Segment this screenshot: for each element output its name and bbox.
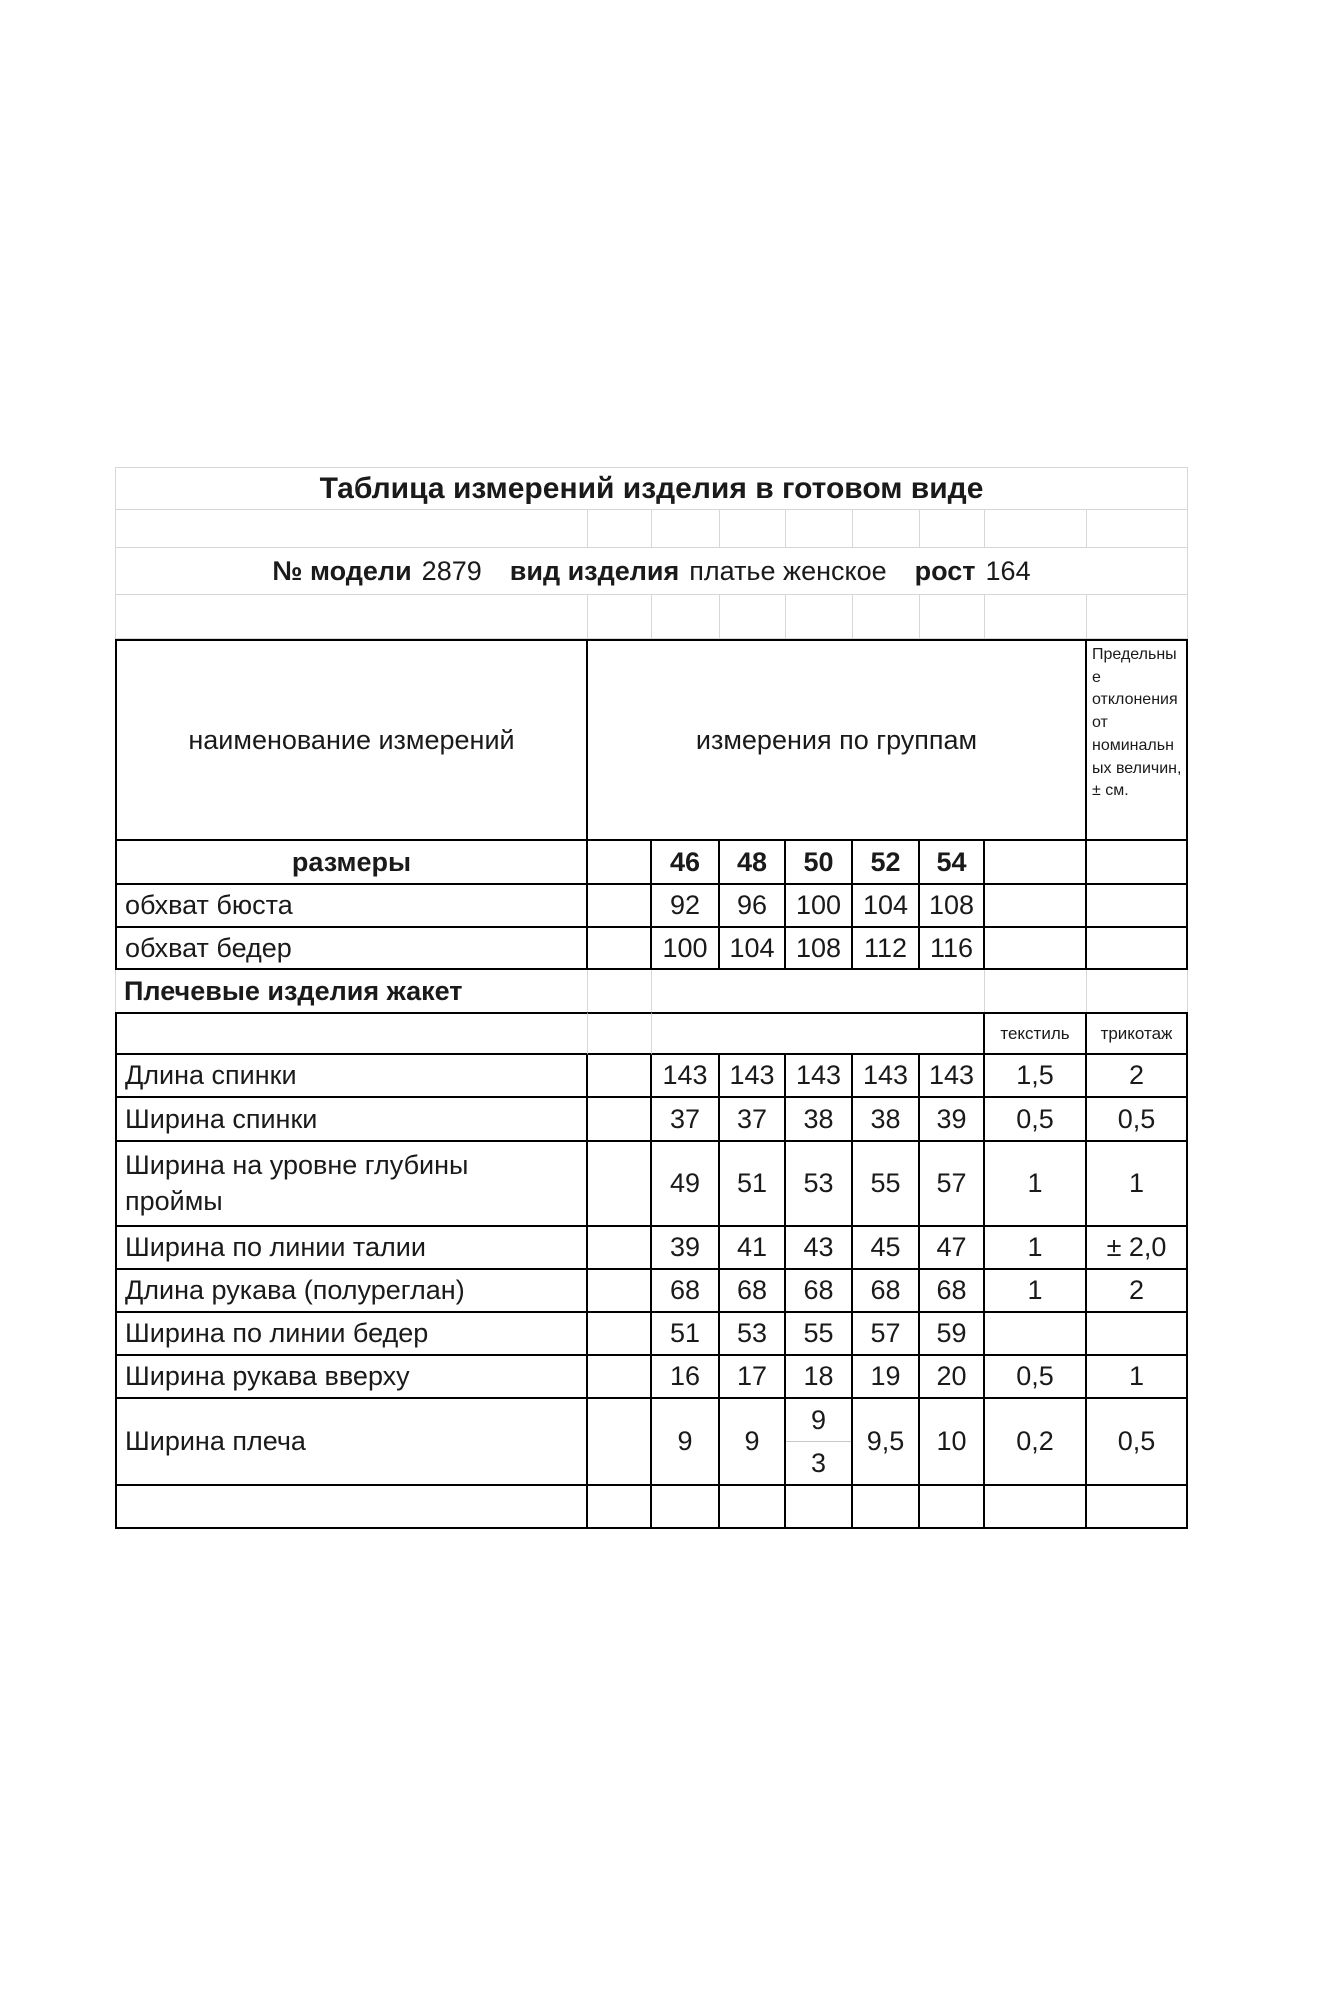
row-name-text: Ширина на уровне глубины проймы (125, 1150, 469, 1216)
empty-cell (985, 928, 1087, 970)
textile-tolerance-cell: 1 (985, 1142, 1087, 1227)
value-cell: 55 (853, 1142, 920, 1227)
value-cell: 108 (920, 885, 985, 928)
empty-cell (985, 595, 1087, 639)
value-cell: 39 (652, 1227, 720, 1270)
value-cell: 39 (920, 1098, 985, 1142)
empty-cell (1087, 970, 1188, 1012)
measurement-row (115, 1098, 1188, 1142)
row-name: Ширина рукава вверху (115, 1356, 588, 1399)
row-name: Ширина по линии талии (115, 1227, 588, 1270)
empty-cell (588, 1486, 652, 1529)
empty-cell (652, 595, 720, 639)
size-header-52: 52 (853, 841, 920, 885)
empty-bordered-row (115, 1486, 1188, 1529)
row-name: Длина рукава (полуреглан) (115, 1270, 588, 1313)
value-cell: 38 (853, 1098, 920, 1142)
textile-tolerance-cell: 1 (985, 1227, 1087, 1270)
split-top-value: 9 (786, 1399, 851, 1442)
row-name: Ширина спинки (115, 1098, 588, 1142)
row-name: Ширина плеча (115, 1399, 588, 1486)
value-cell: 104 (720, 928, 786, 970)
row-name (115, 1142, 588, 1227)
empty-cell (985, 970, 1087, 1012)
value-cell: 55 (786, 1313, 853, 1356)
empty-cell (588, 1012, 652, 1055)
empty-cell (786, 595, 853, 639)
value-cell: 37 (652, 1098, 720, 1142)
row-name: Длина спинки (115, 1055, 588, 1098)
value-cell: 143 (786, 1055, 853, 1098)
model-info-row (115, 548, 1188, 595)
empty-cell (1087, 841, 1188, 885)
empty-cell (588, 970, 652, 1012)
knit-tolerance-cell: 0,5 (1087, 1399, 1188, 1486)
value-cell: 59 (920, 1313, 985, 1356)
product-type-value: платье женское (689, 555, 887, 586)
empty-cell (985, 1486, 1087, 1529)
empty-cell (720, 1486, 786, 1529)
value-cell: 20 (920, 1356, 985, 1399)
empty-cell (786, 1486, 853, 1529)
value-cell: 96 (720, 885, 786, 928)
table-header-row (115, 639, 1188, 841)
value-cell: 53 (720, 1313, 786, 1356)
garment-measurement-table (115, 467, 1188, 1529)
empty-cell (588, 1098, 652, 1142)
sizes-label: размеры (115, 841, 588, 885)
size-header-54: 54 (920, 841, 985, 885)
knit-tolerance-cell: ± 2,0 (1087, 1227, 1188, 1270)
page-title: Таблица измерений изделия в готовом виде (115, 467, 1188, 510)
empty-cell (920, 510, 985, 548)
knit-tolerance-cell: 1 (1087, 1356, 1188, 1399)
size-header-50: 50 (786, 841, 853, 885)
value-cell: 143 (720, 1055, 786, 1098)
value-cell: 143 (920, 1055, 985, 1098)
header-deviation: Предельные отклонения от номинальных величин, ± см. (1087, 639, 1188, 841)
knit-tolerance-cell: 2 (1087, 1055, 1188, 1098)
empty-cell (652, 970, 985, 1012)
empty-cell (588, 595, 652, 639)
empty-cell (588, 1227, 652, 1270)
textile-tolerance-cell (985, 1313, 1087, 1356)
empty-cell (1087, 510, 1188, 548)
value-cell: 41 (720, 1227, 786, 1270)
sizes-row (115, 841, 1188, 885)
height-value: 164 (985, 555, 1031, 586)
model-info-cell (115, 548, 1188, 595)
value-cell: 112 (853, 928, 920, 970)
empty-cell (853, 1486, 920, 1529)
empty-cell (1087, 1486, 1188, 1529)
empty-cell (853, 510, 920, 548)
value-cell: 19 (853, 1356, 920, 1399)
row-name: обхват бедер (115, 928, 588, 970)
empty-cell (985, 885, 1087, 928)
height-label: рост (914, 555, 976, 586)
value-cell: 57 (853, 1313, 920, 1356)
knit-tolerance-cell (1087, 1313, 1188, 1356)
value-cell: 143 (853, 1055, 920, 1098)
empty-cell (1087, 928, 1188, 970)
empty-cell (115, 1486, 588, 1529)
value-cell: 51 (720, 1142, 786, 1227)
empty-cell (985, 510, 1087, 548)
value-cell: 49 (652, 1142, 720, 1227)
section-row (115, 970, 1188, 1012)
empty-cell (652, 1486, 720, 1529)
value-cell: 108 (786, 928, 853, 970)
measurement-row (115, 1399, 1188, 1486)
value-cell: 68 (920, 1270, 985, 1313)
split-bottom-value: 3 (810, 1447, 827, 1478)
value-cell: 51 (652, 1313, 720, 1356)
value-cell: 37 (720, 1098, 786, 1142)
value-cell: 100 (652, 928, 720, 970)
value-cell: 18 (786, 1356, 853, 1399)
fabric-header-row (115, 1012, 1188, 1055)
empty-cell (652, 1012, 985, 1055)
value-cell: 116 (920, 928, 985, 970)
empty-cell (588, 928, 652, 970)
empty-cell (588, 1356, 652, 1399)
empty-cell (920, 1486, 985, 1529)
empty-cell (720, 595, 786, 639)
fabric-knit-label: трикотаж (1087, 1012, 1188, 1055)
header-measurement-names: наименование измерений (115, 639, 588, 841)
value-cell: 92 (652, 885, 720, 928)
value-cell-split (786, 1399, 853, 1486)
empty-cell (720, 510, 786, 548)
textile-tolerance-cell: 1,5 (985, 1055, 1087, 1098)
empty-cell (588, 885, 652, 928)
empty-cell (588, 1270, 652, 1313)
value-cell: 9 (720, 1399, 786, 1486)
measurement-row (115, 928, 1188, 970)
empty-cell (985, 841, 1087, 885)
measurement-row (115, 1270, 1188, 1313)
value-cell: 47 (920, 1227, 985, 1270)
value-cell: 53 (786, 1142, 853, 1227)
empty-cell (920, 595, 985, 639)
value-cell: 68 (652, 1270, 720, 1313)
empty-cell (588, 1313, 652, 1356)
empty-row (115, 595, 1188, 639)
textile-tolerance-cell: 0,5 (985, 1356, 1087, 1399)
measurement-row (115, 885, 1188, 928)
value-cell: 17 (720, 1356, 786, 1399)
empty-cell (1087, 595, 1188, 639)
knit-tolerance-cell: 1 (1087, 1142, 1188, 1227)
empty-cell (588, 1055, 652, 1098)
empty-row (115, 510, 1188, 548)
empty-cell (853, 595, 920, 639)
fabric-textile-label: текстиль (985, 1012, 1087, 1055)
title-row (115, 467, 1188, 510)
size-header-46: 46 (652, 841, 720, 885)
value-cell: 38 (786, 1098, 853, 1142)
textile-tolerance-cell: 0,2 (985, 1399, 1087, 1486)
value-cell: 43 (786, 1227, 853, 1270)
empty-cell (786, 510, 853, 548)
measurement-row (115, 1055, 1188, 1098)
model-number-label: № модели (272, 555, 412, 586)
size-header-48: 48 (720, 841, 786, 885)
empty-cell (652, 510, 720, 548)
value-cell: 45 (853, 1227, 920, 1270)
measurement-row (115, 1142, 1188, 1227)
measurement-row (115, 1313, 1188, 1356)
row-name: Ширина по линии бедер (115, 1313, 588, 1356)
empty-cell (115, 510, 588, 548)
empty-cell (1087, 885, 1188, 928)
knit-tolerance-cell: 2 (1087, 1270, 1188, 1313)
textile-tolerance-cell: 1 (985, 1270, 1087, 1313)
value-cell: 16 (652, 1356, 720, 1399)
value-cell: 104 (853, 885, 920, 928)
empty-cell (588, 510, 652, 548)
value-cell: 143 (652, 1055, 720, 1098)
measurement-row (115, 1227, 1188, 1270)
value-cell: 68 (853, 1270, 920, 1313)
value-cell: 68 (720, 1270, 786, 1313)
value-cell: 10 (920, 1399, 985, 1486)
textile-tolerance-cell: 0,5 (985, 1098, 1087, 1142)
value-cell: 9,5 (853, 1399, 920, 1486)
header-group-measurements: измерения по группам (588, 639, 1087, 841)
value-cell: 57 (920, 1142, 985, 1227)
value-cell: 100 (786, 885, 853, 928)
value-cell: 68 (786, 1270, 853, 1313)
empty-cell (588, 1399, 652, 1486)
section-title: Плечевые изделия жакет (115, 970, 588, 1012)
model-number-value: 2879 (421, 555, 482, 586)
empty-cell (115, 1012, 588, 1055)
product-type-label: вид изделия (509, 555, 680, 586)
measurement-row (115, 1356, 1188, 1399)
row-name: обхват бюста (115, 885, 588, 928)
empty-cell (588, 841, 652, 885)
empty-cell (588, 1142, 652, 1227)
value-cell: 9 (652, 1399, 720, 1486)
empty-cell (115, 595, 588, 639)
knit-tolerance-cell: 0,5 (1087, 1098, 1188, 1142)
